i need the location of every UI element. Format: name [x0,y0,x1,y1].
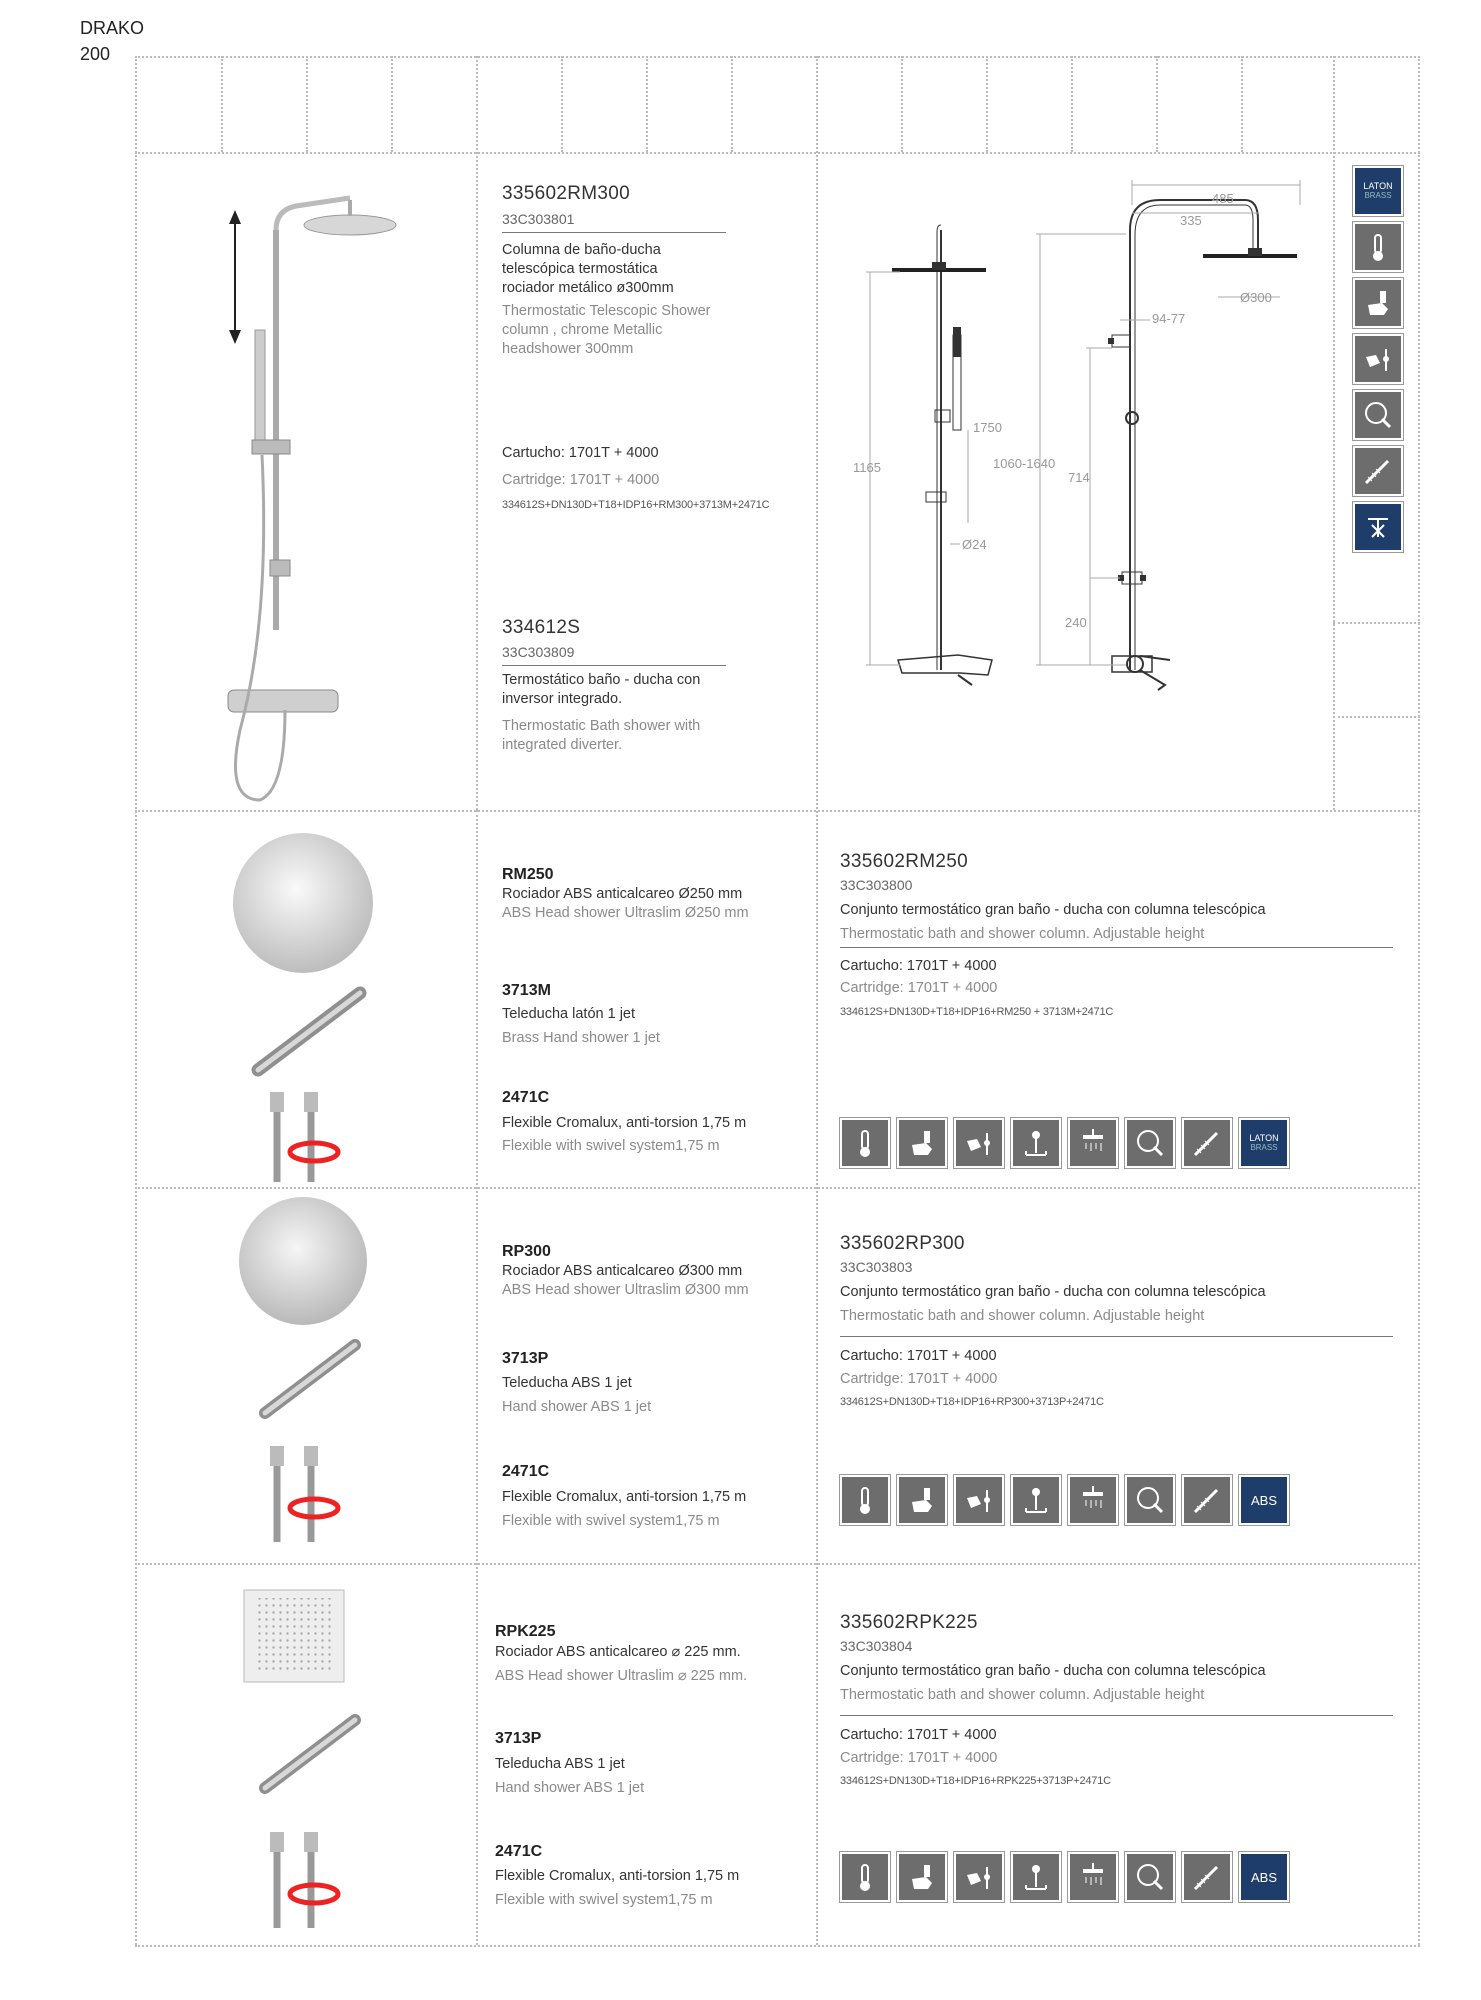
set-ref: 33C303804 [840,1638,913,1654]
dim-240: 240 [1065,615,1087,630]
slim-shower-icon [1182,1475,1232,1525]
dim-1750: 1750 [973,420,1002,435]
part-desc-es: Rociador ABS anticalcareo Ø300 mm [502,1263,743,1279]
brass-badge-icon: LATON BRASS [1239,1118,1289,1168]
set-code: 335602RPK225 [840,1612,978,1633]
set-code: 335602RP300 [840,1233,965,1254]
set-desc-es: Conjunto termostático gran baño - ducha con columna telescópica [840,902,1266,918]
part-desc-en: Flexible with swivel system1,75 m [502,1513,720,1529]
abs-badge-icon: ABS [1239,1852,1289,1902]
thermometer-icon [840,1475,890,1525]
anti-limescale-icon [1125,1475,1175,1525]
slim-shower-icon [1353,446,1403,496]
hand-shower-icon [954,1852,1004,1902]
flexible-hose-image [258,1090,358,1185]
main-product-desc-es: Columna de baño-ducha telescópica termostática rociador metálico ø300mm [502,242,674,296]
set-composition: 334612S+DN130D+T18+IDP16+RP300+3713P+2471C [840,1396,1104,1408]
main-product-code: 335602RM300 [502,183,630,204]
dim-300: Ø300 [1240,290,1272,305]
anti-limescale-icon [1353,390,1403,440]
part-code: 3713P [502,1350,549,1367]
abs-badge-icon: ABS [1239,1475,1289,1525]
brass-badge-icon: LATON BRASS [1353,166,1403,216]
shower-column-image [200,170,470,810]
telescopic-column-icon [1011,1852,1061,1902]
thermostat-desc-en: Thermostatic Bath shower with integrated diverter. [502,718,701,753]
set-cartridge-es: Cartucho: 1701T + 4000 [840,958,997,974]
main-cartridge-es: Cartucho: 1701T + 4000 [502,445,659,461]
hand-lever-icon [1353,278,1403,328]
part-desc-en: Hand shower ABS 1 jet [495,1780,645,1796]
thermostat-desc-es: Termostático baño - ducha con inversor integrado. [502,672,701,707]
slim-shower-icon [1182,1118,1232,1168]
part-code: RP300 [502,1243,551,1260]
part-code: 2471C [502,1089,550,1106]
dim-714: 714 [1068,470,1090,485]
set-ref: 33C303800 [840,877,913,893]
headshower-square-image [242,1588,346,1684]
set-desc-es: Conjunto termostático gran baño - ducha con columna telescópica [840,1663,1266,1679]
set-desc-en: Thermostatic bath and shower column. Adjustable height [840,926,1205,942]
part-desc-es: Flexible Cromalux, anti-torsion 1,75 m [502,1115,747,1131]
part-desc-es: Flexible Cromalux, anti-torsion 1,75 m [502,1489,747,1505]
rain-shower-icon [1068,1852,1118,1902]
dim-1165: 1165 [853,460,881,475]
hand-lever-icon [897,1475,947,1525]
part-code: 3713P [495,1730,542,1747]
hand-shower-icon [954,1118,1004,1168]
part-code: RM250 [502,866,554,883]
page-number: 200 [80,44,111,64]
thermometer-icon [1353,222,1403,272]
thermometer-icon [840,1118,890,1168]
part-desc-en: ABS Head shower Ultraslim ⌀ 225 mm. [495,1668,748,1684]
hand-shower-image [250,1335,370,1425]
technical-drawing [840,180,1320,700]
set-desc-es: Conjunto termostático gran baño - ducha con columna telescópica [840,1284,1266,1300]
part-desc-es: Teleducha ABS 1 jet [502,1375,632,1391]
rain-shower-icon [1068,1118,1118,1168]
part-desc-es: Flexible Cromalux, anti-torsion 1,75 m [495,1868,740,1884]
headshower-round-image [228,828,378,978]
part-desc-es: Rociador ABS anticalcareo ⌀ 225 mm. [495,1644,741,1660]
rain-shower-icon [1068,1475,1118,1525]
part-code: 2471C [495,1843,543,1860]
set-desc-en: Thermostatic bath and shower column. Adjustable height [840,1687,1205,1703]
main-product-desc-en: Thermostatic Telescopic Shower column , chrome Metallic headshower 300mm [502,303,711,357]
flexible-hose-image [258,1444,358,1544]
dim-24: Ø24 [962,537,987,552]
flexible-hose-image [258,1830,358,1930]
part-desc-en: ABS Head shower Ultraslim Ø300 mm [502,1282,749,1298]
anti-limescale-icon [1125,1118,1175,1168]
part-desc-es: Rociador ABS anticalcareo Ø250 mm [502,886,743,902]
part-desc-en: Flexible with swivel system1,75 m [502,1138,720,1154]
part-desc-en: Hand shower ABS 1 jet [502,1399,652,1415]
brand-name: DRAKO [80,18,145,38]
hand-shower-image [240,985,370,1080]
part-code: 2471C [502,1463,550,1480]
part-code: 3713M [502,982,551,999]
set-code: 335602RM250 [840,851,968,872]
main-composition: 334612S+DN130D+T18+IDP16+RM300+3713M+2471C [502,499,770,511]
hand-shower-image [250,1710,370,1800]
set-cartridge-es: Cartucho: 1701T + 4000 [840,1348,997,1364]
telescopic-column-icon [1011,1118,1061,1168]
headshower-round-image [236,1194,371,1329]
main-product-ref: 33C303801 [502,211,575,227]
hand-shower-icon [954,1475,1004,1525]
dim-1060-1640: 1060-1640 [993,456,1056,471]
set-cartridge-en: Cartridge: 1701T + 4000 [840,980,998,996]
set-ref: 33C303803 [840,1259,913,1275]
hand-lever-icon [897,1852,947,1902]
part-desc-en: Flexible with swivel system1,75 m [495,1892,713,1908]
set-cartridge-en: Cartridge: 1701T + 4000 [840,1371,998,1387]
part-desc-es: Teleducha latón 1 jet [502,1006,636,1022]
set-cartridge-en: Cartridge: 1701T + 4000 [840,1750,998,1766]
part-code: RPK225 [495,1623,556,1640]
no-scald-icon [1353,502,1403,552]
thermostat-code: 334612S [502,617,581,638]
hand-lever-icon [897,1118,947,1168]
part-desc-en: Brass Hand shower 1 jet [502,1030,660,1046]
telescopic-column-icon [1011,1475,1061,1525]
set-cartridge-es: Cartucho: 1701T + 4000 [840,1727,997,1743]
anti-limescale-icon [1125,1852,1175,1902]
set-composition: 334612S+DN130D+T18+IDP16+RPK225+3713P+2471C [840,1775,1111,1787]
thermometer-icon [840,1852,890,1902]
dim-94-77: 94-77 [1152,311,1186,326]
set-composition: 334612S+DN130D+T18+IDP16+RM250 + 3713M+2471C [840,1006,1114,1018]
dim-485: 485 [1212,191,1234,206]
set-desc-en: Thermostatic bath and shower column. Adjustable height [840,1308,1205,1324]
part-desc-en: ABS Head shower Ultraslim Ø250 mm [502,905,749,921]
hand-shower-icon [1353,334,1403,384]
slim-shower-icon [1182,1852,1232,1902]
main-cartridge-en: Cartridge: 1701T + 4000 [502,472,660,488]
part-desc-es: Teleducha ABS 1 jet [495,1756,625,1772]
thermostat-ref: 33C303809 [502,644,575,660]
dim-335: 335 [1180,213,1202,228]
